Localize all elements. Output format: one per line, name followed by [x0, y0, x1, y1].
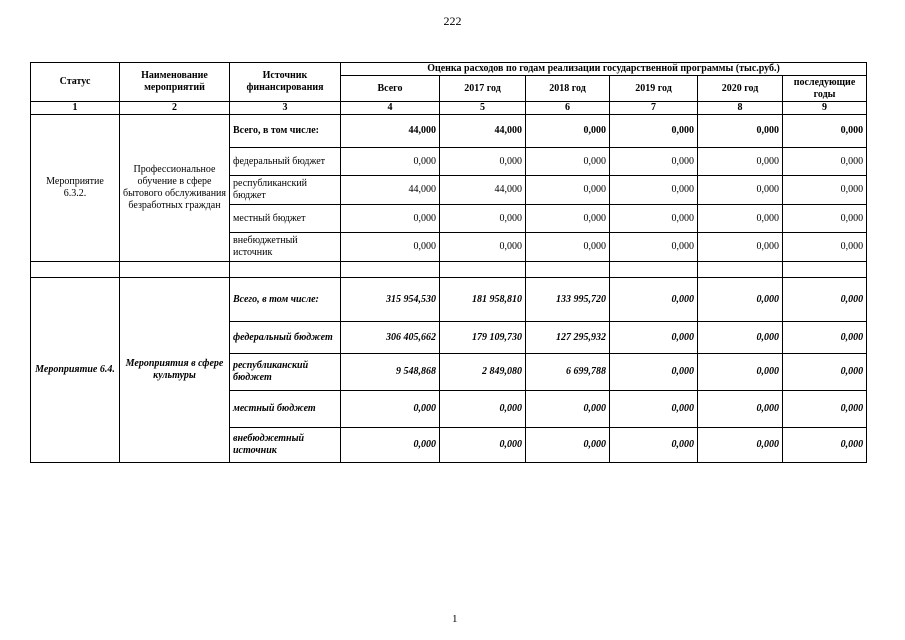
value-cell: 0,000: [526, 205, 610, 233]
value-cell: 0,000: [610, 322, 698, 354]
header-source: Источник финансирования: [230, 63, 341, 102]
value-cell: 0,000: [440, 391, 526, 428]
value-cell: 0,000: [610, 176, 698, 205]
value-cell: 0,000: [698, 322, 783, 354]
value-cell: 0,000: [526, 148, 610, 176]
value-cell: 0,000: [526, 115, 610, 148]
status-cell: Мероприятие 6.4.: [31, 278, 120, 463]
value-cell: 44,000: [341, 176, 440, 205]
value-cell: 0,000: [783, 391, 867, 428]
value-cell: 0,000: [698, 278, 783, 322]
value-cell: 0,000: [440, 205, 526, 233]
source-cell: внебюджетный источник: [230, 428, 341, 463]
value-cell: 0,000: [610, 233, 698, 262]
value-cell: 0,000: [698, 354, 783, 391]
source-cell: республиканский бюджет: [230, 176, 341, 205]
source-cell: Всего, в том числе:: [230, 115, 341, 148]
value-cell: 0,000: [341, 391, 440, 428]
value-cell: 0,000: [341, 233, 440, 262]
value-cell: 181 958,810: [440, 278, 526, 322]
header-2017: 2017 год: [440, 76, 526, 102]
value-cell: 0,000: [440, 148, 526, 176]
header-name: Наименование мероприятий: [120, 63, 230, 102]
source-cell: федеральный бюджет: [230, 322, 341, 354]
value-cell: 0,000: [783, 148, 867, 176]
header-2018: 2018 год: [526, 76, 610, 102]
value-cell: 315 954,530: [341, 278, 440, 322]
budget-table: [30, 62, 867, 463]
value-cell: 0,000: [526, 176, 610, 205]
value-cell: 179 109,730: [440, 322, 526, 354]
value-cell: 0,000: [698, 391, 783, 428]
value-cell: 44,000: [440, 176, 526, 205]
source-cell: Всего, в том числе:: [230, 278, 341, 322]
value-cell: 0,000: [526, 233, 610, 262]
value-cell: 0,000: [783, 176, 867, 205]
value-cell: 0,000: [783, 278, 867, 322]
value-cell: 0,000: [698, 205, 783, 233]
value-cell: 0,000: [341, 205, 440, 233]
value-cell: 0,000: [698, 233, 783, 262]
value-cell: 0,000: [698, 176, 783, 205]
source-cell: федеральный бюджет: [230, 148, 341, 176]
col-number: 3: [230, 102, 341, 115]
header-total: Всего: [341, 76, 440, 102]
value-cell: 0,000: [610, 115, 698, 148]
value-cell: 133 995,720: [526, 278, 610, 322]
status-cell: Мероприятие 6.3.2.: [31, 115, 120, 262]
header-2020: 2020 год: [698, 76, 783, 102]
source-cell: местный бюджет: [230, 205, 341, 233]
col-number: 7: [610, 102, 698, 115]
footer-mark: 1: [452, 613, 458, 625]
value-cell: 44,000: [341, 115, 440, 148]
value-cell: 0,000: [783, 205, 867, 233]
col-number: 4: [341, 102, 440, 115]
value-cell: 44,000: [440, 115, 526, 148]
value-cell: 9 548,868: [341, 354, 440, 391]
value-cell: 0,000: [783, 354, 867, 391]
value-cell: 0,000: [610, 148, 698, 176]
value-cell: 0,000: [783, 233, 867, 262]
value-cell: 0,000: [341, 428, 440, 463]
col-number: 6: [526, 102, 610, 115]
value-cell: 0,000: [783, 428, 867, 463]
value-cell: 0,000: [698, 428, 783, 463]
header-2019: 2019 год: [610, 76, 698, 102]
value-cell: 0,000: [610, 354, 698, 391]
activity-name-cell: Профессиональное обучение в сфере бытового обслуживания безработных граждан: [120, 115, 230, 262]
value-cell: 0,000: [440, 428, 526, 463]
value-cell: 0,000: [610, 205, 698, 233]
header-later-years: последующие годы: [783, 76, 867, 102]
value-cell: 0,000: [783, 115, 867, 148]
value-cell: 0,000: [698, 148, 783, 176]
col-number: 8: [698, 102, 783, 115]
source-cell: внебюджетный источник: [230, 233, 341, 262]
value-cell: 306 405,662: [341, 322, 440, 354]
col-number: 5: [440, 102, 526, 115]
value-cell: 0,000: [610, 428, 698, 463]
source-cell: республиканский бюджет: [230, 354, 341, 391]
value-cell: 0,000: [526, 391, 610, 428]
value-cell: 127 295,932: [526, 322, 610, 354]
table-row: [31, 278, 867, 322]
source-cell: местный бюджет: [230, 391, 341, 428]
value-cell: 0,000: [610, 391, 698, 428]
page-number: 222: [443, 14, 462, 28]
value-cell: 0,000: [698, 115, 783, 148]
column-number-row: [31, 102, 867, 115]
value-cell: 0,000: [440, 233, 526, 262]
value-cell: 2 849,080: [440, 354, 526, 391]
col-number: 9: [783, 102, 867, 115]
value-cell: 6 699,788: [526, 354, 610, 391]
value-cell: 0,000: [526, 428, 610, 463]
value-cell: 0,000: [341, 148, 440, 176]
header-estimate: Оценка расходов по годам реализации государственной программы (тыс.руб.): [341, 63, 867, 76]
spacer-row: [31, 262, 867, 278]
value-cell: 0,000: [783, 322, 867, 354]
table-row: [31, 115, 867, 148]
col-number: 2: [120, 102, 230, 115]
value-cell: 0,000: [610, 278, 698, 322]
activity-name-cell: Мероприятия в сфере культуры: [120, 278, 230, 463]
col-number: 1: [31, 102, 120, 115]
header-status: Статус: [31, 63, 120, 102]
